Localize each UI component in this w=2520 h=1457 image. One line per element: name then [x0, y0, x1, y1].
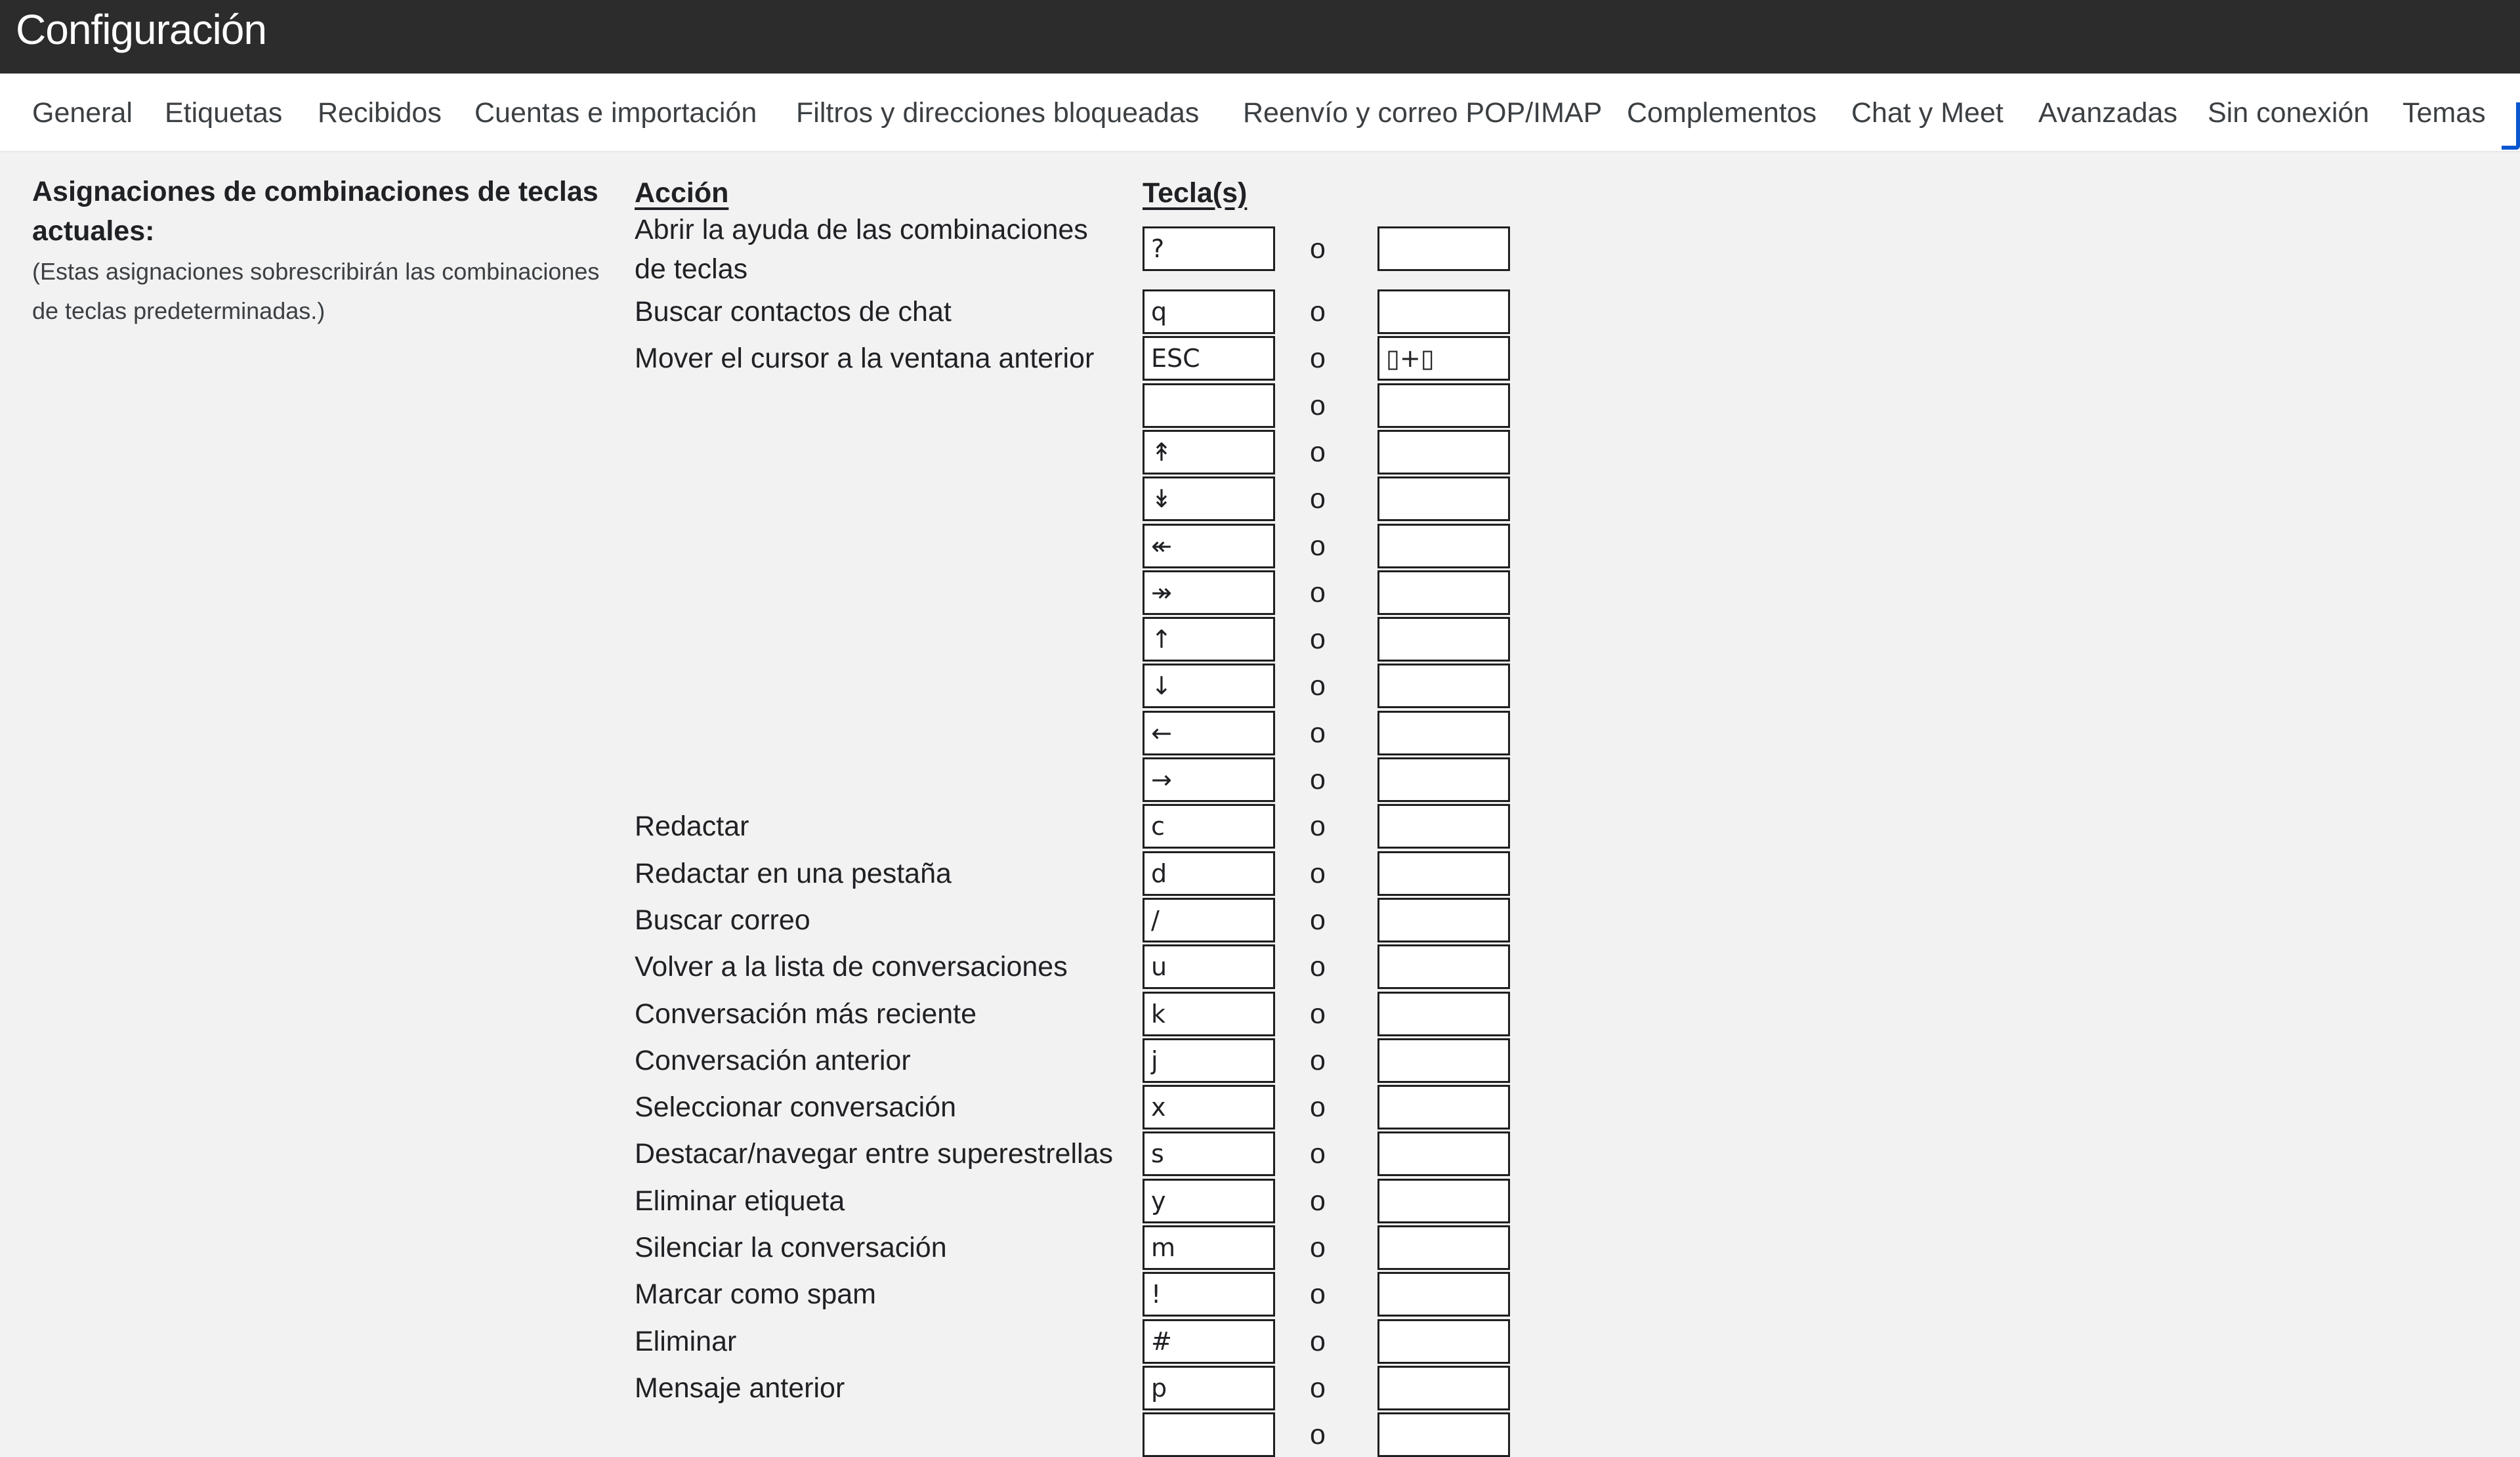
primary-key-input[interactable]: ↟ — [1143, 430, 1275, 475]
primary-key-input[interactable]: u — [1143, 944, 1275, 989]
alternate-key-input[interactable] — [1377, 851, 1510, 896]
alternate-key-input[interactable] — [1377, 617, 1510, 662]
section-note: (Estas asignaciones sobrescribirán las combinaciones de teclas predeterminadas.) — [32, 258, 600, 324]
primary-key-input[interactable]: c — [1143, 804, 1275, 849]
shortcut-action-label: Redactar — [635, 811, 749, 842]
or-separator: o — [1310, 764, 1326, 795]
or-separator: o — [1310, 483, 1326, 515]
tab-filtros[interactable]: Filtros y direcciones bloqueadas — [796, 97, 1200, 129]
shortcut-action-label: Seleccionar conversación — [635, 1091, 956, 1123]
alternate-key-input[interactable] — [1377, 1225, 1510, 1270]
tab-etiquetas[interactable]: Etiquetas — [165, 97, 283, 129]
tab-reenvio[interactable]: Reenvío y correo POP/IMAP — [1243, 97, 1603, 129]
or-separator: o — [1310, 858, 1326, 889]
shortcut-action-label: Redactar en una pestaña — [635, 858, 952, 889]
alternate-key-input[interactable] — [1377, 289, 1510, 334]
or-separator: o — [1310, 233, 1326, 264]
shortcut-action-label: Conversación anterior — [635, 1045, 911, 1076]
alternate-key-input[interactable] — [1377, 476, 1510, 521]
or-separator: o — [1310, 717, 1326, 749]
tab-complementos[interactable]: Complementos — [1627, 97, 1817, 129]
shortcut-action-label: Buscar contactos de chat — [635, 296, 952, 327]
or-separator: o — [1310, 1372, 1326, 1404]
primary-key-input[interactable]: → — [1143, 757, 1275, 802]
or-separator: o — [1310, 1419, 1326, 1450]
primary-key-input[interactable] — [1143, 1412, 1275, 1457]
alternate-key-input[interactable] — [1377, 226, 1510, 271]
or-separator: o — [1310, 904, 1326, 936]
primary-key-input[interactable]: ↡ — [1143, 476, 1275, 521]
alternate-key-input[interactable] — [1377, 711, 1510, 755]
primary-key-input[interactable]: d — [1143, 851, 1275, 896]
primary-key-input[interactable]: ↞ — [1143, 524, 1275, 568]
primary-key-input[interactable]: ESC — [1143, 336, 1275, 381]
or-separator: o — [1310, 343, 1326, 374]
alternate-key-input[interactable] — [1377, 1412, 1510, 1457]
alternate-key-input[interactable] — [1377, 898, 1510, 942]
primary-key-input[interactable]: ! — [1143, 1272, 1275, 1317]
alternate-key-input[interactable]: ▯+▯ — [1377, 336, 1510, 381]
primary-key-input[interactable]: m — [1143, 1225, 1275, 1270]
title-bar — [0, 0, 2520, 74]
primary-key-input[interactable]: k — [1143, 992, 1275, 1036]
shortcut-action-label: Mover el cursor a la ventana anterior — [635, 343, 1095, 374]
tab-temas[interactable]: Temas — [2403, 97, 2486, 129]
alternate-key-input[interactable] — [1377, 944, 1510, 989]
or-separator: o — [1310, 577, 1326, 608]
shortcut-action-label: Volver a la lista de conversaciones — [635, 951, 1068, 982]
primary-key-input[interactable]: y — [1143, 1179, 1275, 1223]
tab-sin-conexion[interactable]: Sin conexión — [2208, 97, 2370, 129]
or-separator: o — [1310, 1326, 1326, 1357]
primary-key-input[interactable]: j — [1143, 1038, 1275, 1083]
shortcut-action-label: Mensaje anterior — [635, 1372, 845, 1404]
tab-chat-meet[interactable]: Chat y Meet — [1851, 97, 2004, 129]
page-title: Configuración — [16, 6, 266, 53]
shortcut-action-label: Abrir la ayuda de las combinaciones de teclas — [635, 214, 1088, 285]
or-separator: o — [1310, 436, 1326, 468]
alternate-key-input[interactable] — [1377, 570, 1510, 615]
alternate-key-input[interactable] — [1377, 524, 1510, 568]
or-separator: o — [1310, 296, 1326, 327]
or-separator: o — [1310, 951, 1326, 982]
primary-key-input[interactable]: ↓ — [1143, 664, 1275, 708]
or-separator: o — [1310, 1232, 1326, 1263]
or-separator: o — [1310, 1138, 1326, 1170]
tab-active-indicator[interactable] — [2502, 102, 2520, 150]
primary-key-input[interactable]: p — [1143, 1366, 1275, 1410]
alternate-key-input[interactable] — [1377, 1038, 1510, 1083]
shortcut-action-label: Destacar/navegar entre superestrellas — [635, 1138, 1113, 1170]
tab-cuentas[interactable]: Cuentas e importación — [474, 97, 757, 129]
shortcut-action-label: Conversación más reciente — [635, 998, 977, 1030]
shortcut-action-label: Eliminar — [635, 1326, 737, 1357]
or-separator: o — [1310, 1045, 1326, 1076]
column-header-keys: Tecla(s) — [1143, 177, 1248, 209]
or-separator: o — [1310, 1185, 1326, 1217]
or-separator: o — [1310, 530, 1326, 562]
primary-key-input[interactable]: q — [1143, 289, 1275, 334]
alternate-key-input[interactable] — [1377, 1272, 1510, 1317]
alternate-key-input[interactable] — [1377, 1179, 1510, 1223]
tab-general[interactable]: General — [32, 97, 133, 129]
primary-key-input[interactable]: / — [1143, 898, 1275, 942]
alternate-key-input[interactable] — [1377, 1131, 1510, 1176]
alternate-key-input[interactable] — [1377, 1319, 1510, 1364]
or-separator: o — [1310, 1278, 1326, 1310]
primary-key-input[interactable]: x — [1143, 1085, 1275, 1130]
shortcut-action-label: Silenciar la conversación — [635, 1232, 947, 1263]
or-separator: o — [1310, 623, 1326, 655]
primary-key-input[interactable]: ? — [1143, 226, 1275, 271]
or-separator: o — [1310, 998, 1326, 1030]
shortcut-action-label: Eliminar etiqueta — [635, 1185, 845, 1217]
primary-key-input[interactable]: ← — [1143, 711, 1275, 755]
or-separator: o — [1310, 670, 1326, 702]
primary-key-input[interactable] — [1143, 383, 1275, 428]
shortcut-action-label: Buscar correo — [635, 904, 810, 936]
column-header-action: Acción — [635, 177, 729, 209]
alternate-key-input[interactable] — [1377, 1366, 1510, 1410]
tab-recibidos[interactable]: Recibidos — [318, 97, 442, 129]
shortcut-action-label: Marcar como spam — [635, 1278, 876, 1310]
or-separator: o — [1310, 390, 1326, 421]
primary-key-input[interactable]: s — [1143, 1131, 1275, 1176]
section-heading: Asignaciones de combinaciones de teclas actuales: — [32, 176, 598, 247]
primary-key-input[interactable]: # — [1143, 1319, 1275, 1364]
or-separator: o — [1310, 811, 1326, 842]
or-separator: o — [1310, 1091, 1326, 1123]
alternate-key-input[interactable] — [1377, 383, 1510, 428]
primary-key-input[interactable]: ↑ — [1143, 617, 1275, 662]
tab-avanzadas[interactable]: Avanzadas — [2038, 97, 2177, 129]
alternate-key-input[interactable] — [1377, 992, 1510, 1036]
alternate-key-input[interactable] — [1377, 1085, 1510, 1130]
alternate-key-input[interactable] — [1377, 664, 1510, 708]
primary-key-input[interactable]: ↠ — [1143, 570, 1275, 615]
alternate-key-input[interactable] — [1377, 757, 1510, 802]
alternate-key-input[interactable] — [1377, 804, 1510, 849]
settings-tab-bar — [0, 74, 2520, 152]
alternate-key-input[interactable] — [1377, 430, 1510, 475]
